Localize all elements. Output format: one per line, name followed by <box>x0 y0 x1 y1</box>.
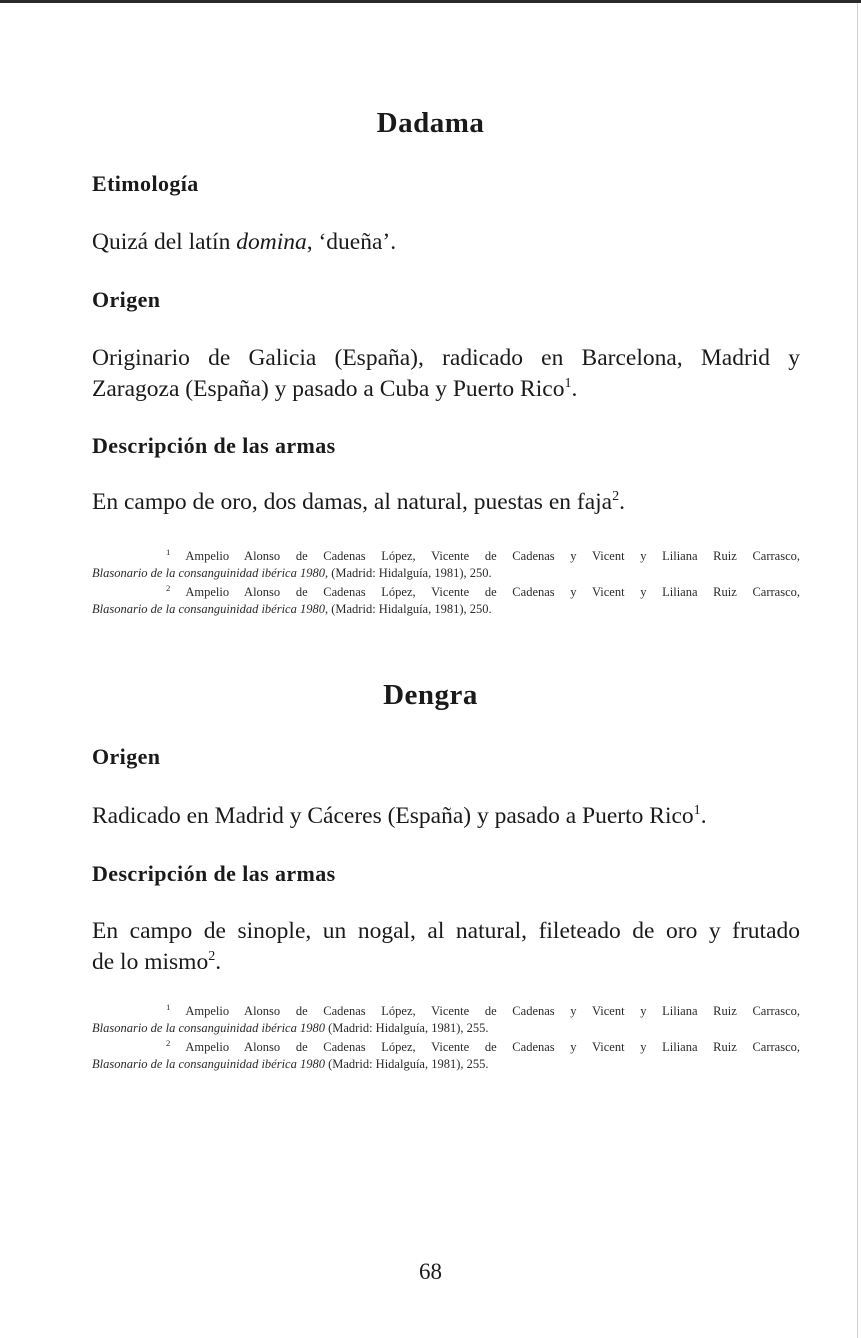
page-edge-line <box>857 3 858 1338</box>
paragraph-origen-dengra <box>92 801 800 832</box>
paragraph-etimologia <box>92 227 800 258</box>
footnote-dengra-2 <box>92 1039 800 1073</box>
footnote-ref-2: 2 <box>208 948 216 965</box>
heading-origen-dadama: Origen <box>92 287 161 312</box>
footnote-book-title: Blasonario de la consanguinidad ibérica 1980 <box>92 1057 325 1071</box>
origen-end: . <box>571 376 578 402</box>
footnote-mark: 1 <box>166 1001 171 1012</box>
footnote-ref-2: 2 <box>612 488 620 505</box>
footnote-book-title: Blasonario de la consanguinidad ibérica 1980 <box>92 1021 325 1035</box>
origen-end: . <box>700 803 707 829</box>
footnote-authors: Ampelio Alonso de Cadenas López, Vicente de Cadenas y Vicent y Liliana Ruiz Carrasco, <box>185 1040 800 1054</box>
origen-text: Radicado en Madrid y Cáceres (España) y pasado a Puerto Rico <box>92 803 694 829</box>
footnote-dengra-1 <box>92 1003 800 1037</box>
footnote-authors: Ampelio Alonso de Cadenas López, Vicente de Cadenas y Vicent y Liliana Ruiz Carrasco, <box>185 1004 800 1018</box>
page-number: 68 <box>419 1259 442 1284</box>
origen-line-2: Zaragoza (España) y pasado a Cuba y Puerto Rico <box>92 376 565 402</box>
etimologia-text-pre: Quizá del latín <box>92 229 237 255</box>
entry-title-dadama: Dadama <box>376 107 485 139</box>
footnote-dadama-1 <box>92 548 800 582</box>
armas-end: . <box>215 949 222 975</box>
paragraph-origen-dadama <box>92 343 800 405</box>
heading-armas-dadama: Descripción de las armas <box>92 433 336 458</box>
etimologia-text-post: , ‘dueña’. <box>306 229 397 255</box>
footnote-ref-1: 1 <box>693 802 701 819</box>
footnote-publication: , (Madrid: Hidalguía, 1981), 250. <box>324 566 492 580</box>
paragraph-armas-dadama <box>92 487 800 518</box>
etimologia-latin-word: domina <box>236 229 307 255</box>
footnote-publication: (Madrid: Hidalguía, 1981), 255. <box>324 1021 489 1035</box>
paragraph-armas-dengra <box>92 916 800 978</box>
heading-etimologia: Etimología <box>92 171 199 196</box>
heading-origen-dengra: Origen <box>92 744 161 769</box>
footnote-mark: 2 <box>166 1037 171 1048</box>
footnote-authors: Ampelio Alonso de Cadenas López, Vicente de Cadenas y Vicent y Liliana Ruiz Carrasco, <box>185 549 800 563</box>
footnote-ref-1: 1 <box>564 375 572 392</box>
footnote-publication: , (Madrid: Hidalguía, 1981), 250. <box>324 602 492 616</box>
entry-title-dengra: Dengra <box>383 679 478 711</box>
footnote-mark: 1 <box>166 546 171 557</box>
footnote-mark: 2 <box>166 582 171 593</box>
footnote-book-title: Blasonario de la consanguinidad ibérica 1980 <box>92 602 325 616</box>
armas-end: . <box>619 489 626 515</box>
footnote-book-title: Blasonario de la consanguinidad ibérica 1980 <box>92 566 325 580</box>
footnote-publication: (Madrid: Hidalguía, 1981), 255. <box>324 1057 489 1071</box>
heading-armas-dengra: Descripción de las armas <box>92 861 336 886</box>
armas-line-1: En campo de sinople, un nogal, al natural, fileteado de oro y frutado <box>92 918 800 944</box>
footnote-authors: Ampelio Alonso de Cadenas López, Vicente de Cadenas y Vicent y Liliana Ruiz Carrasco, <box>185 585 800 599</box>
origen-line-1: Originario de Galicia (España), radicado en Barcelona, Madrid y <box>92 345 800 371</box>
armas-text: En campo de oro, dos damas, al natural, puestas en faja <box>92 489 613 515</box>
armas-line-2: de lo mismo <box>92 949 209 975</box>
footnote-dadama-2 <box>92 584 800 618</box>
